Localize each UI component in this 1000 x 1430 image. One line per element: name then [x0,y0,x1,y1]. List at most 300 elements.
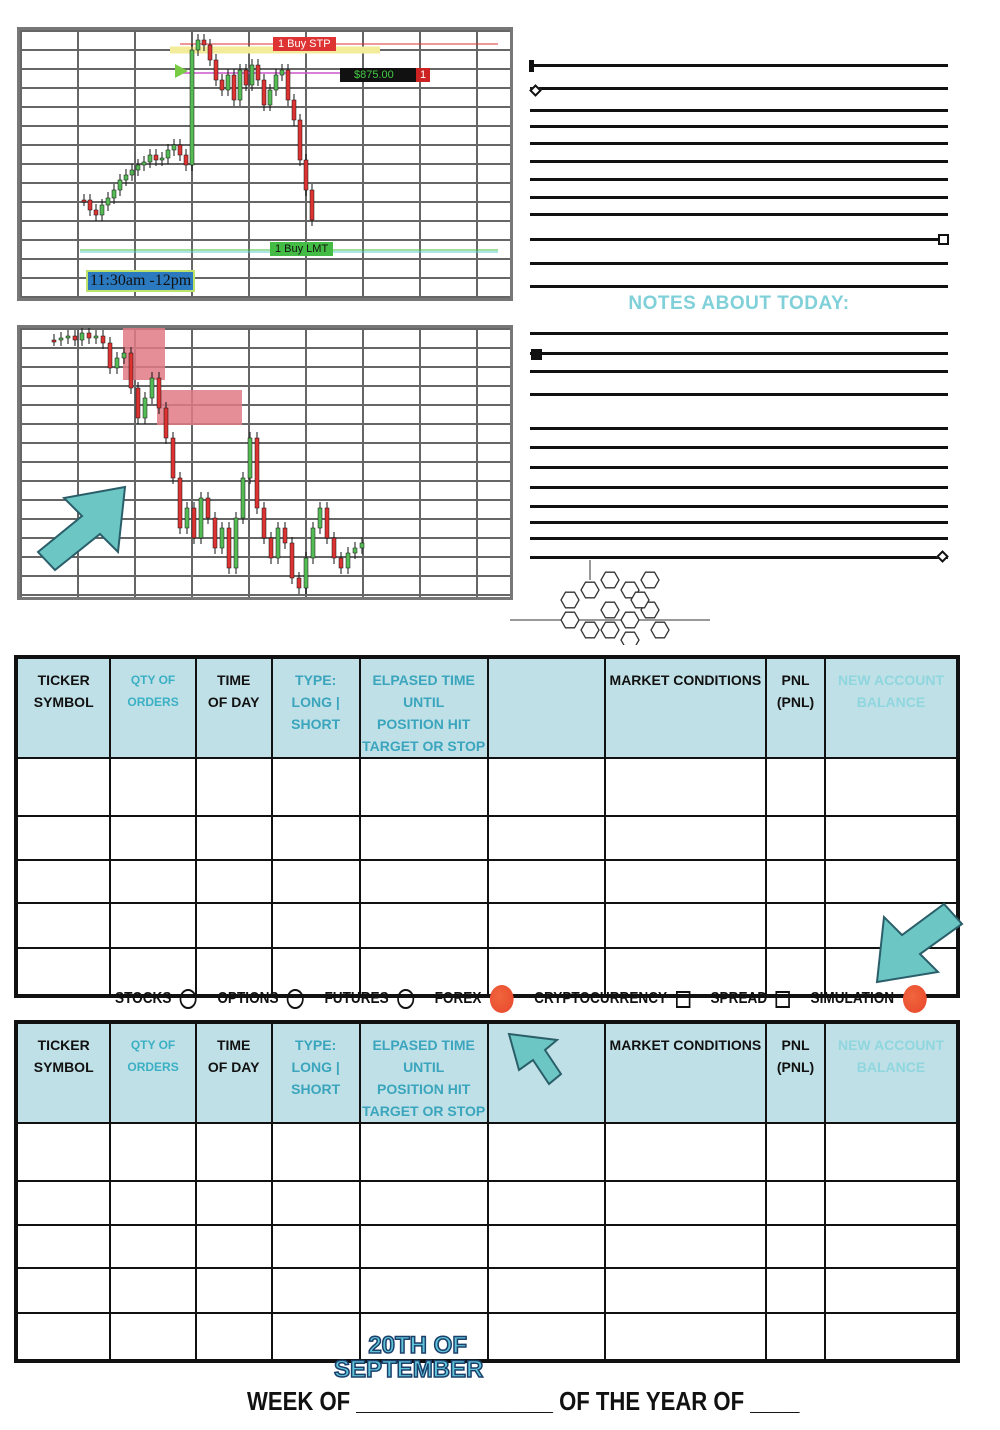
candle [325,508,329,538]
table-cell[interactable] [272,903,360,948]
table-header-row [16,1022,958,1123]
table-cell[interactable] [272,1225,360,1268]
column-header [825,657,958,758]
qty-label: 1 [416,68,430,82]
table-cell[interactable] [196,816,272,860]
table-cell[interactable] [766,758,825,816]
table-cell[interactable] [488,758,605,816]
price-label: $875.00 [340,68,418,82]
entry-marker-icon [175,64,188,78]
candle [232,75,236,100]
table-cell[interactable] [16,816,110,860]
note-line[interactable] [530,142,948,145]
table-cell[interactable] [605,816,766,860]
candle [262,80,266,105]
candle [346,553,350,568]
table-row [16,860,958,903]
table-cell[interactable] [825,758,958,816]
table-cell[interactable] [272,1123,360,1181]
table-header-row [16,657,958,758]
line-marker-icon [529,60,534,72]
candle [304,558,308,588]
note-line[interactable] [530,125,948,128]
header-text: OF DAY [207,1059,260,1075]
candle [154,155,158,160]
candle [244,70,248,85]
table-cell[interactable] [360,1123,488,1181]
column-header [360,657,488,758]
candle [332,538,336,558]
candle [178,478,182,528]
table-cell[interactable] [360,1225,488,1268]
trade-table-1 [14,655,960,998]
column-header [766,1022,825,1123]
table-cell[interactable] [272,860,360,903]
column-header [825,1022,958,1123]
candle [94,336,98,338]
header-text: PNL [781,1037,810,1053]
candle [206,498,210,518]
candle [227,528,231,568]
table-cell[interactable] [16,1268,110,1313]
candle [166,150,170,158]
table-cell[interactable] [605,1313,766,1361]
note-line[interactable] [530,213,948,216]
option-label-spread: SPREAD [710,990,768,1007]
note-line[interactable] [530,238,948,241]
table-row [16,1268,958,1313]
column-header [16,657,110,758]
table-cell[interactable] [272,758,360,816]
note-line[interactable] [530,427,948,430]
table-cell[interactable] [825,816,958,860]
header-text: TARGET OR STOP [362,738,486,754]
column-header [488,657,605,758]
hexagon [631,592,649,608]
candle [280,70,284,75]
table-cell[interactable] [16,860,110,903]
candle [276,528,280,558]
table-cell[interactable] [196,758,272,816]
footer-middle: OF THE YEAR OF [559,1386,745,1416]
candle [172,145,176,150]
header-text: BALANCE [856,1059,926,1075]
table-row [16,1225,958,1268]
candle [142,162,146,165]
candle [112,190,116,198]
candle [185,508,189,528]
candle [66,336,70,338]
date-line-1: 20TH OF [368,1332,468,1359]
buy-stop-label: 1 Buy STP [273,37,336,51]
table-cell[interactable] [825,1225,958,1268]
footer-prefix: WEEK OF [247,1386,351,1416]
candle [298,120,302,160]
hexagon [621,632,639,645]
column-header [196,657,272,758]
table-cell[interactable] [16,1225,110,1268]
header-text: (PNL) [776,694,815,710]
candle [157,378,161,408]
table-cell[interactable] [488,816,605,860]
candle [122,353,126,358]
header-text: QTY OF [130,673,176,687]
candle [269,538,273,558]
table-cell[interactable] [488,903,605,948]
candle [115,358,119,368]
table-cell[interactable] [110,758,195,816]
candle [213,518,217,548]
hexagon [561,612,579,628]
table-row [16,1181,958,1225]
candle [199,498,203,538]
table-cell[interactable] [605,1181,766,1225]
candle [160,158,164,160]
header-text: POSITION HIT [377,1081,471,1097]
table-cell[interactable] [605,903,766,948]
hexagon [641,572,659,588]
hexagon [601,572,619,588]
line-marker-icon [531,349,542,360]
column-header [196,1022,272,1123]
week-date [334,1334,483,1382]
table-cell[interactable] [488,1313,605,1361]
radio-button[interactable] [287,989,304,1009]
column-header [605,657,766,758]
header-text: NEW ACCOUNT [837,672,945,688]
candle [129,353,133,388]
table-cell[interactable] [110,860,195,903]
table-cell[interactable] [360,860,488,903]
table-cell[interactable] [766,1313,825,1361]
candle [164,408,168,438]
footer-week [247,1386,799,1416]
table-cell[interactable] [16,1313,110,1361]
candle [196,40,200,50]
table-cell[interactable] [196,903,272,948]
note-line[interactable] [530,505,948,508]
candle [255,438,259,508]
candle [360,543,364,548]
table-row [16,758,958,816]
table-cell[interactable] [825,860,958,903]
header-text: ORDERS [127,695,179,709]
candle [286,70,290,100]
candle [250,65,254,85]
radio-button[interactable] [397,989,414,1009]
hexagon-circuit-icon [510,560,710,645]
header-text: POSITION HIT [377,716,471,732]
table-cell[interactable] [360,1181,488,1225]
note-line[interactable] [530,285,948,288]
table-cell[interactable] [272,816,360,860]
candle [238,70,242,100]
candle [143,398,147,418]
candle [248,438,252,478]
table-cell[interactable] [110,816,195,860]
table-cell[interactable] [488,1268,605,1313]
column-header [110,657,195,758]
header-text: SYMBOL [33,694,94,710]
candle [241,478,245,518]
candle [268,90,272,105]
table-cell[interactable] [16,1181,110,1225]
header-text: TARGET OR STOP [362,1103,486,1119]
table-cell[interactable] [488,1123,605,1181]
candle [100,205,104,215]
table-cell[interactable] [825,1268,958,1313]
supply-zone [157,390,242,425]
table-cell[interactable] [488,860,605,903]
table-cell[interactable] [110,1313,195,1361]
table-cell[interactable] [825,1313,958,1361]
candle [310,190,314,220]
checkbox[interactable] [676,991,690,1008]
table-cell[interactable] [825,1123,958,1181]
candle [283,528,287,543]
header-text: MARKET CONDITIONS [609,1037,762,1053]
note-line[interactable] [530,446,948,449]
hexagon [621,612,639,628]
date-line-2: SEPTEMBER [334,1356,484,1383]
header-text: MARKET CONDITIONS [609,672,762,688]
table-cell[interactable] [766,1181,825,1225]
option-label-simulation: SIMULATION [810,990,895,1007]
hexagon [601,602,619,618]
candle [94,210,98,215]
year-blank[interactable]: ____ [750,1386,800,1416]
candle [192,508,196,538]
note-line[interactable] [530,521,948,524]
header-text: OF DAY [207,694,260,710]
header-text: BALANCE [856,694,926,710]
table-cell[interactable] [488,1181,605,1225]
candle [311,528,315,558]
note-line[interactable] [530,109,948,112]
candle [318,508,322,528]
note-line[interactable] [530,486,948,489]
line-marker-icon [936,550,949,563]
table-cell[interactable] [488,1225,605,1268]
header-text: TYPE: [295,1037,337,1053]
note-line[interactable] [530,352,948,355]
column-header [16,1022,110,1123]
candle [118,180,122,190]
table-cell[interactable] [605,1225,766,1268]
header-text: TIME [216,1037,251,1053]
table-cell[interactable] [16,758,110,816]
header-text: SYMBOL [33,1059,94,1075]
candle [256,65,260,80]
option-label-stocks: STOCKS [115,990,172,1007]
arrow-icon [30,482,130,572]
table-cell[interactable] [766,860,825,903]
table-cell[interactable] [360,816,488,860]
note-line[interactable] [530,262,948,265]
header-text: QTY OF [130,1038,176,1052]
header-text: LONG | SHORT [291,694,341,732]
time-range-label: 11:30am -12pm [86,270,195,292]
candle [353,548,357,553]
table-cell[interactable] [766,1123,825,1181]
header-text: TYPE: [295,672,337,688]
candle [150,378,154,398]
checkbox[interactable] [776,991,790,1008]
price-chart-1 [17,27,513,301]
header-text: ELPASED TIME UNTIL [372,672,475,710]
table-cell[interactable] [766,816,825,860]
radio-button[interactable] [180,989,197,1009]
table-cell[interactable] [110,1123,195,1181]
table-row [16,903,958,948]
note-line[interactable] [530,178,948,181]
candle [234,518,238,568]
candle [297,578,301,588]
candlestick-series-1 [20,30,510,298]
note-line[interactable] [530,64,948,67]
column-header [272,1022,360,1123]
header-text: TICKER [37,1037,90,1053]
arrow-icon [872,902,967,987]
table-cell[interactable] [196,860,272,903]
table-cell[interactable] [272,1181,360,1225]
candle [108,343,112,368]
candle [220,80,224,90]
market-type-options [115,985,938,1013]
note-line[interactable] [530,332,948,335]
table-cell[interactable] [766,1225,825,1268]
candle [208,45,212,60]
column-header [272,657,360,758]
candle [106,198,110,205]
table-cell[interactable] [16,948,110,996]
table-cell[interactable] [16,903,110,948]
table-cell[interactable] [360,758,488,816]
option-label-cryptocurrency: CRYPTOCURRENCY [534,990,668,1007]
hexagon [561,592,579,608]
table-row [16,1123,958,1181]
table-cell[interactable] [605,758,766,816]
header-text: (PNL) [776,1059,815,1075]
note-line[interactable] [530,160,948,163]
table-row [16,816,958,860]
table-cell[interactable] [110,1225,195,1268]
table-cell[interactable] [605,1123,766,1181]
table-cell[interactable] [766,903,825,948]
candle [304,160,308,190]
candle [220,528,224,548]
candle [124,175,128,180]
header-text: TIME [216,672,251,688]
candle [148,155,152,162]
candle [190,50,194,165]
candle [226,75,230,90]
candle [262,508,266,538]
table-cell[interactable] [360,1268,488,1313]
table-cell[interactable] [605,1268,766,1313]
candle [274,75,278,90]
table-cell[interactable] [196,1225,272,1268]
candle [88,200,92,210]
table-cell[interactable] [196,1313,272,1361]
candle [82,200,86,202]
table-cell[interactable] [605,860,766,903]
trade-table-2 [14,1020,960,1363]
hexagon [601,622,619,638]
candle [87,333,91,338]
candle [171,438,175,478]
table-cell[interactable] [272,1268,360,1313]
candle [339,558,343,568]
note-line[interactable] [530,370,948,373]
header-text: TICKER [37,672,90,688]
candle [178,145,182,155]
candle [52,340,56,342]
table-cell[interactable] [825,1181,958,1225]
line-marker-icon [938,234,949,245]
hexagon [581,622,599,638]
table-row [16,1313,958,1361]
hexagon [581,582,599,598]
candle [80,333,84,340]
week-blank[interactable]: ________________ [356,1386,553,1416]
table-cell[interactable] [766,1268,825,1313]
table-cell[interactable] [110,903,195,948]
table-cell[interactable] [110,1268,195,1313]
hexagon [651,622,669,638]
selected-dot-icon[interactable] [490,985,514,1013]
table-cell[interactable] [110,1181,195,1225]
candle [214,60,218,80]
candle [292,100,296,120]
option-label-futures: FUTURES [324,990,389,1007]
column-header [110,1022,195,1123]
arrow-icon [505,1030,565,1088]
header-text: ORDERS [127,1060,179,1074]
table-cell[interactable] [360,903,488,948]
table-cell[interactable] [196,1268,272,1313]
header-text: PNL [781,672,810,688]
candle [202,40,206,45]
note-line[interactable] [530,393,948,396]
header-text: ELPASED TIME UNTIL [372,1037,475,1075]
note-line[interactable] [530,196,948,199]
candle [130,170,134,175]
table-cell[interactable] [16,1123,110,1181]
note-line[interactable] [530,87,948,90]
candle [290,543,294,578]
selected-dot-icon[interactable] [903,985,927,1013]
header-text: LONG | SHORT [291,1059,341,1097]
column-header [360,1022,488,1123]
candle [101,336,105,343]
header-text: NEW ACCOUNT [837,1037,945,1053]
buy-limit-label: 1 Buy LMT [270,242,333,256]
column-header [605,1022,766,1123]
candle [59,338,63,340]
candle [136,388,140,418]
note-line[interactable] [530,466,948,469]
candle [136,165,140,170]
table-cell[interactable] [196,1181,272,1225]
candle [184,155,188,165]
option-label-forex: FOREX [434,990,482,1007]
note-line[interactable] [530,537,948,540]
note-line[interactable] [530,556,948,559]
column-header [766,657,825,758]
table-cell[interactable] [196,1123,272,1181]
candle [73,336,77,340]
